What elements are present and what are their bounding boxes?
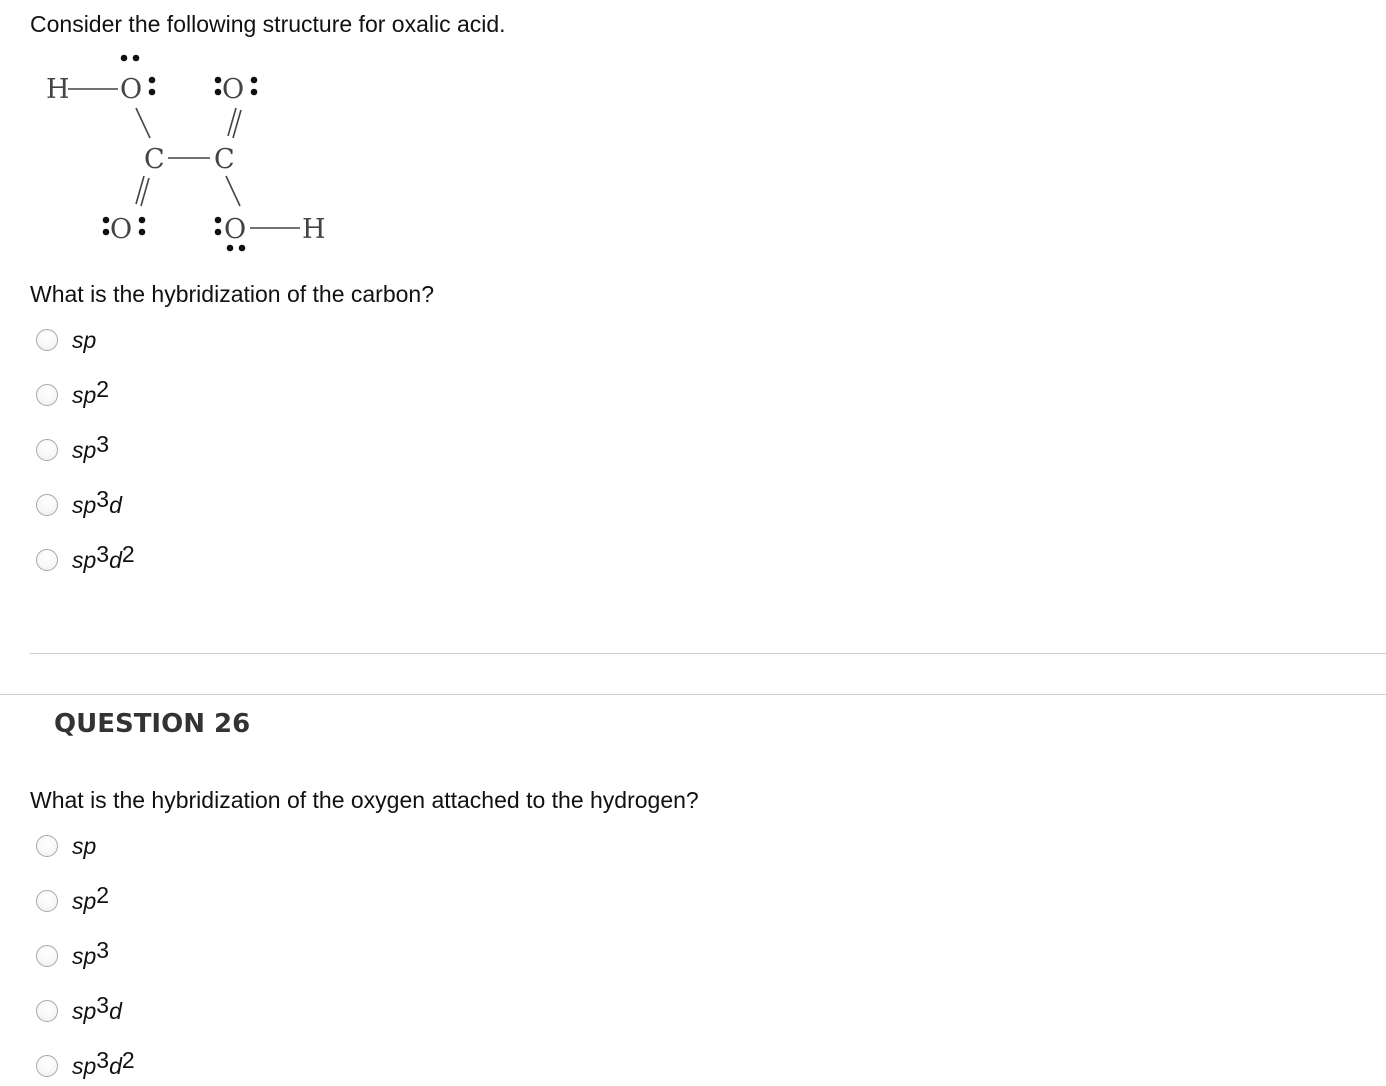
atom-o-top-right: O	[222, 74, 245, 105]
bond-lines	[68, 89, 300, 228]
question-prompt-oxygen: What is the hybridization of the oxygen attached to the hydrogen?	[30, 787, 699, 813]
bond-o-c-left	[136, 108, 150, 138]
option-label: $sp^2$	[72, 882, 110, 914]
radio-button[interactable]	[36, 945, 58, 967]
atom-c-right: C	[214, 144, 235, 175]
atom-o-bottom-left: O	[110, 214, 133, 245]
atom-c-left: C	[144, 144, 165, 175]
option-label: $sp^2$	[72, 376, 110, 408]
option-label: $sp^3d$	[72, 992, 122, 1024]
radio-button[interactable]	[36, 1000, 58, 1022]
atom-h-right: H	[302, 214, 326, 245]
question-number-heading: QUESTION 26	[54, 709, 251, 739]
atom-h-left: H	[46, 74, 70, 105]
radio-button[interactable]	[36, 890, 58, 912]
atom-o-top-left: O	[120, 74, 143, 105]
question-prompt-carbon: What is the hybridization of the carbon?	[30, 281, 435, 307]
radio-button[interactable]	[36, 494, 58, 516]
lewis-structure-svg	[38, 48, 348, 258]
option-label: $sp^3$	[72, 937, 110, 969]
question-divider-inner	[30, 653, 1386, 654]
question-intro: Consider the following structure for oxalic acid.	[30, 11, 506, 37]
question-divider-outer	[0, 694, 1386, 695]
option-label: sp	[72, 327, 97, 353]
radio-button[interactable]	[36, 835, 58, 857]
option-label: $sp^3d^2$	[72, 1047, 135, 1079]
option-label: $sp^3d^2$	[72, 541, 135, 573]
radio-button[interactable]	[36, 329, 58, 351]
atom-o-bottom-right: O	[224, 214, 247, 245]
radio-button[interactable]	[36, 1055, 58, 1077]
oxalic-acid-structure-image	[38, 48, 348, 258]
radio-button[interactable]	[36, 439, 58, 461]
radio-button[interactable]	[36, 384, 58, 406]
option-label: $sp^3d$	[72, 486, 122, 518]
option-label: $sp^3$	[72, 431, 110, 463]
bond-c-o-right	[226, 176, 240, 206]
option-label: sp	[72, 833, 97, 859]
radio-button[interactable]	[36, 549, 58, 571]
